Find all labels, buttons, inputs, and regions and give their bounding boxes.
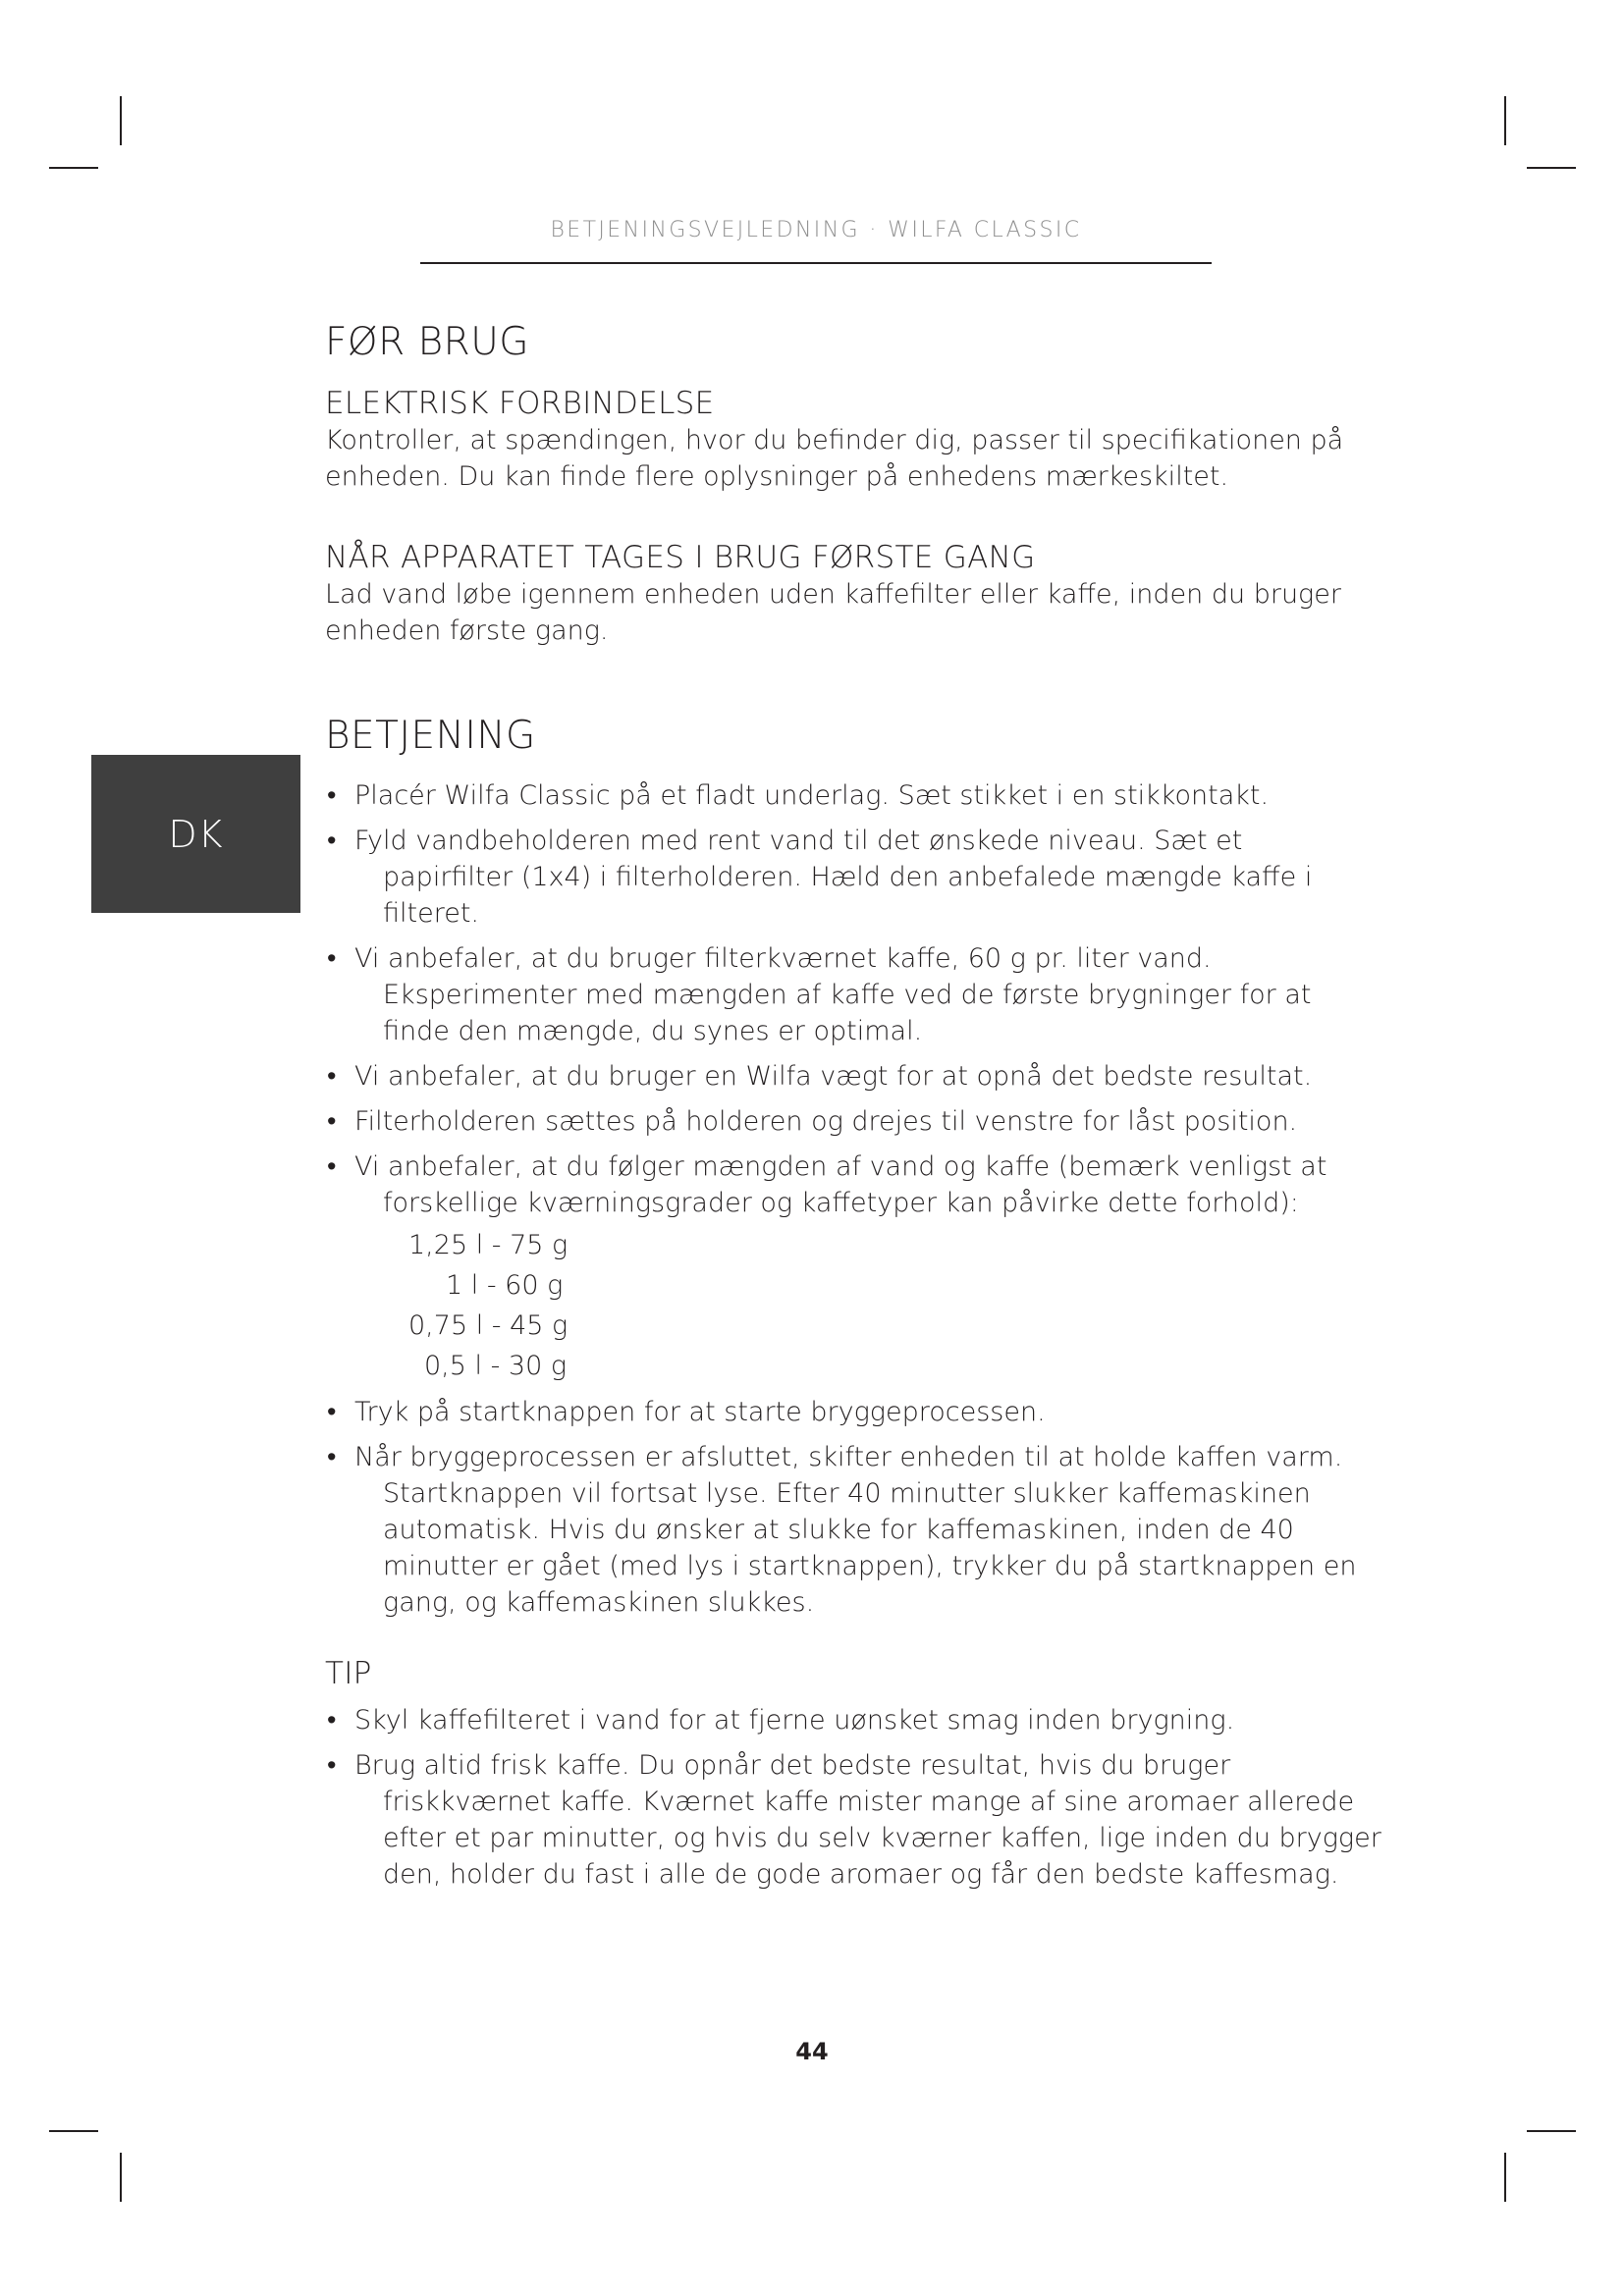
- betjening-bullet-list: [325, 777, 1405, 1221]
- subsection-title-electrical: ELEKTRISK FORBINDELSE: [325, 385, 715, 421]
- crop-mark-bottom-left-horizontal: [49, 2130, 98, 2132]
- crop-mark-top-right-horizontal: [1527, 167, 1576, 169]
- section-title-tip: TIP: [325, 1655, 372, 1691]
- crop-mark-top-right-vertical: [1504, 96, 1506, 145]
- betjening-bullet-list-continued: [325, 1394, 1405, 1621]
- tip-bullet-list: [325, 1702, 1405, 1893]
- section-for-brug: [325, 320, 1405, 649]
- header-rule: [420, 262, 1212, 264]
- paragraph-electrical: Kontroller, at spændingen, hvor du befinder dig, passer til specifikationen på enheden. Du kan finde flere oplysninger på enhedens mærkeskiltet.: [325, 424, 1344, 492]
- ratio-item: 1,25 l - 75 g: [408, 1229, 568, 1260]
- bullet-icon: •: [327, 1396, 337, 1427]
- ratio-list: [408, 1225, 1405, 1386]
- language-tab-label: DK: [168, 812, 224, 856]
- ratio-item: 0,5 l - 30 g: [424, 1350, 568, 1381]
- bullet-icon: •: [327, 825, 337, 856]
- section-tip: [325, 1656, 1405, 1893]
- section-title-for-brug: FØR BRUG: [325, 320, 530, 364]
- list-item: • Vi anbefaler, at du bruger en Wilfa vægt for at opnå det bedste resultat.: [325, 1058, 1405, 1095]
- crop-mark-bottom-right-horizontal: [1527, 2130, 1576, 2132]
- bullet-icon: •: [327, 1705, 337, 1736]
- subsection-title-first-use: NÅR APPARATET TAGES I BRUG FØRSTE GANG: [325, 539, 1036, 575]
- ratio-item: 1 l - 60 g: [446, 1269, 564, 1301]
- crop-mark-top-left-horizontal: [49, 167, 98, 169]
- list-item: • Fyld vandbeholderen med rent vand til det ønskede niveau. Sæt et papirfilter (1x4) i filterholderen. Hæld den anbefalede mængde kaffe i filteret.: [325, 823, 1405, 932]
- running-header: BETJENINGSVEJLEDNING · WILFA CLASSIC: [550, 218, 1082, 242]
- list-item: • Når bryggeprocessen er afsluttet, skifter enheden til at holde kaffen varm. Startknappen vil fortsat lyse. Efter 40 minutter slukker kaffemaskinen automatisk. Hvis du ønsker at slukke for kaffemaskinen, inden de 40 minutter er gået (med lys i startknappen), trykker du på startknappen en gang, og kaffemaskinen slukkes.: [325, 1439, 1405, 1621]
- crop-mark-bottom-left-vertical: [120, 2153, 122, 2202]
- paragraph-first-use: Lad vand løbe igennem enheden uden kaffefilter eller kaffe, inden du bruger enheden første gang.: [325, 579, 1341, 647]
- page-content: [325, 320, 1405, 1901]
- bullet-icon: •: [327, 1150, 337, 1182]
- list-item: • Tryk på startknappen for at starte bryggeprocessen.: [325, 1394, 1405, 1430]
- crop-mark-top-left-vertical: [120, 96, 122, 145]
- section-betjening: [325, 714, 1405, 1621]
- bullet-icon: •: [327, 779, 337, 811]
- bullet-icon: •: [327, 1060, 337, 1092]
- list-item: • Placér Wilfa Classic på et fladt underlag. Sæt stikket i en stikkontakt.: [325, 777, 1405, 814]
- language-tab: [91, 755, 300, 913]
- list-item: • Filterholderen sættes på holderen og drejes til venstre for låst position.: [325, 1103, 1405, 1140]
- crop-mark-bottom-right-vertical: [1504, 2153, 1506, 2202]
- bullet-icon: •: [327, 1750, 337, 1782]
- bullet-icon: •: [327, 1441, 337, 1472]
- ratio-item: 0,75 l - 45 g: [408, 1309, 568, 1341]
- bullet-icon: •: [327, 942, 337, 974]
- list-item: • Vi anbefaler, at du bruger filterkværnet kaffe, 60 g pr. liter vand. Eksperimenter med mængden af kaffe ved de første brygninger for at finde den mængde, du synes er optimal.: [325, 940, 1405, 1049]
- page-number: 44: [795, 2038, 829, 2065]
- section-title-betjening: BETJENING: [325, 714, 536, 759]
- list-item: • Brug altid frisk kaffe. Du opnår det bedste resultat, hvis du bruger friskkværnet kaffe. Kværnet kaffe mister mange af sine aromaer allerede efter et par minutter, og hvis du selv kværner kaffen, lige inden du brygger den, holder du fast i alle de gode aromaer og får den bedste kaffesmag.: [325, 1747, 1405, 1893]
- list-item: • Vi anbefaler, at du følger mængden af vand og kaffe (bemærk venligst at forskellige kværningsgrader og kaffetyper kan påvirke dette forhold):: [325, 1148, 1405, 1221]
- list-item: • Skyl kaffefilteret i vand for at fjerne uønsket smag inden brygning.: [325, 1702, 1405, 1738]
- bullet-icon: •: [327, 1105, 337, 1137]
